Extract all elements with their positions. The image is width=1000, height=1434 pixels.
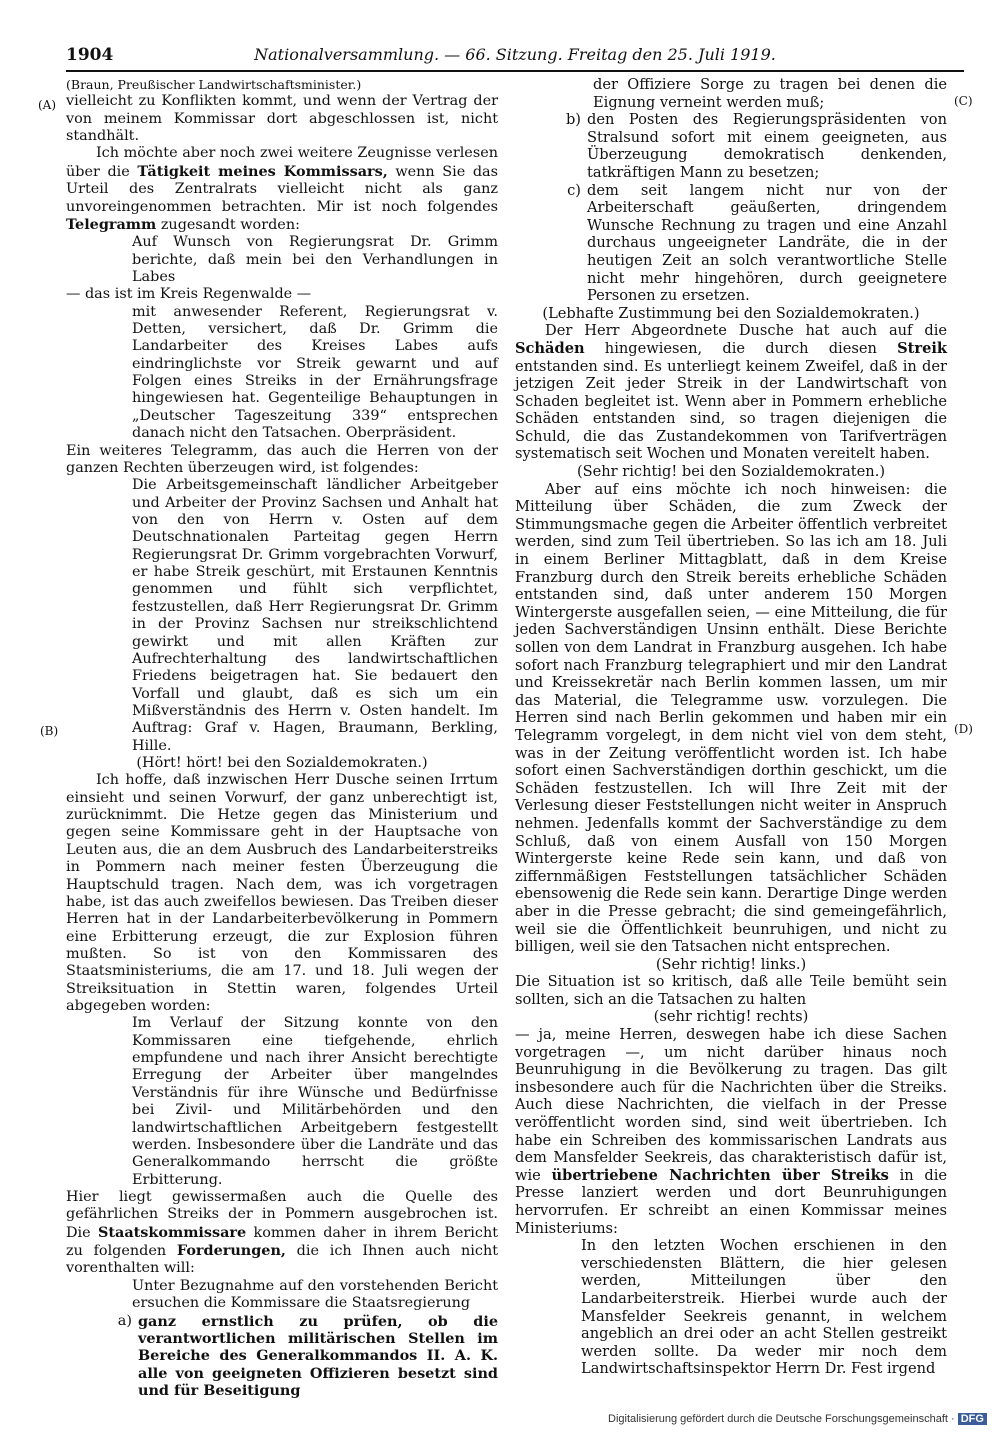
interjection: (Sehr richtig! links.) xyxy=(655,955,807,973)
demand-item: a) ganz ernstlich zu prüfen, ob die verantwortlichen militärischen Stellen im Bereiche des Generalkommandos II. A. K. alle von geeigneten Offizieren besetzt sind und für Beseitigung xyxy=(117,1312,498,1399)
quoted-report: Unter Bezugnahme auf den vorstehenden Bericht ersuchen die Kommissare die Staatsregierung xyxy=(132,1277,498,1312)
emphasis: Staatskommissare xyxy=(97,1223,247,1241)
emphasis: Tätigkeit meines Kommissars, xyxy=(137,162,388,180)
dfg-logo: DFG xyxy=(958,1413,987,1425)
page-header xyxy=(66,42,964,72)
interjection: (Lebhafte Zustimmung bei den Sozialdemokraten.) xyxy=(542,304,920,322)
paragraph: — ja, meine Herren, deswegen habe ich diese Sachen vorgetragen —, um nicht darüber hinaus noch Beunruhigung in die Bevölkerung zu tragen. Das gilt insbesondere auch für die Nachrichten über die Streiks. Auch diese Nachrichten, die vielfach in der Presse veröffentlicht worden sind, sind weit übertrieben. Ich habe ein Schreiben des kommissarischen Landrats aus dem Mansfelder Seekreis, das charakteristisch dafür ist, wie übertriebene Nachrichten über Streiks in die Presse lanziert werden und dort Beunruhigungen hervorrufen. Er schreibt an einen Kommissar meines Ministeriums: xyxy=(515,1026,948,1237)
margin-mark-d: (D) xyxy=(954,722,973,736)
page-number: 1904 xyxy=(66,45,114,65)
margin-mark-a: (A) xyxy=(38,98,57,112)
demand-text: den Posten des Regierungspräsidenten von Stralsund sofort mit einem geeigneten, aus Überzeugung demokratisch denkenden, tatkräftigen Mann zu besetzen; xyxy=(587,111,947,181)
interjection: (Sehr richtig! bei den Sozialdemokraten.) xyxy=(576,463,886,481)
emphasis: Telegramm xyxy=(66,215,157,233)
quoted-letter: In den letzten Wochen erschienen in den verschiedensten Blättern, die hier gelesen werden, Mitteilungen über den Landarbeiterstreik. Hierbei wurde auch der Mansfelder Seekreis genannt, in welchem angeblich an drei oder an acht Stellen gestreikt werden sollte. Da weder mir noch dem Landwirtschaftsinspektor Herrn Dr. Fest irgend xyxy=(581,1237,947,1378)
emphasis: Schäden xyxy=(515,339,585,357)
emphasis: übertriebene Nachrichten über Streiks xyxy=(551,1166,889,1184)
inline-remark: — das ist im Kreis Regenwalde — xyxy=(66,286,312,303)
paragraph: Aber auf eins möchte ich noch hinweisen: die Mitteilung über Schäden, die zum Zweck der Stimmungsmache gegen die Arbeiter öffentlich verbreitet werden, sind zum Teil übertrieben. So las ich am 18. Juli in einem Berliner Mittagblatt, daß in dem Kreise Franzburg durch den Streik bereits erhebliche Schäden entstanden sind, daß unter anderem 150 Morgen Wintergerste ausgefallen seien, — eine Mitteilung, die für jeden Sachverständigen Unsinn enthält. Diese Berichte sollen von dem Landrat in Franzburg ausgehen. Ich habe sofort nach Franzburg telegraphiert und mir den Landrat und Kreissekretär nach Berlin kommen lassen, um mir das Material, die Telegramme usw. vorzulegen. Die Herren sind nach Berlin gekommen und haben mir ein Telegramm vorgelegt, in dem nicht viel von dem steht, was in der Zeitung veröffentlicht worden ist. Ich habe sofort einen Sachverständigen dorthin geschickt, um die Schäden festzustellen. Ich will Ihre Zeit mit der Verlesung dieser Feststellungen nicht weiter in Anspruch nehmen. Jedenfalls kommt der Sachverständige zu dem Schluß, daß von einem Ausfall von 150 Morgen Wintergerste keine Rede sein kann, und daß von ziffernmäßigen Feststellungen tatsächlicher Schäden ebensowenig die Rede sein kann. Derartige Dinge werden aber in die Presse gebracht; die sind gemeingefährlich, weil sie die Öffentlichkeit beunruhigen, und nicht zu billigen, weil sie den Tatsachen nicht entsprechen. xyxy=(515,480,947,956)
demand-continuation: der Offiziere Sorge zu tragen bei denen die Eignung verneint werden muß; xyxy=(593,76,947,111)
interjection: (sehr richtig! rechts) xyxy=(653,1008,809,1026)
demand-item: b) den Posten des Regierungspräsidenten von Stralsund sofort mit einem geeigneten, aus Überzeugung demokratisch denkenden, tatkräftigen Mann zu besetzen; xyxy=(565,111,947,181)
footer-text: Digitalisierung gefördert durch die Deutsche Forschungsgemeinschaft · xyxy=(608,1413,955,1425)
interjection: (Hört! hört! bei den Sozialdemokraten.) xyxy=(136,755,428,772)
emphasis: Forderungen, xyxy=(176,1242,286,1260)
paragraph: Ich hoffe, daß inzwischen Herr Dusche seinen Irrtum einsieht und seinen Vorwurf, der ganz unberechtigt ist, zurücknimmt. Die Hetze gegen das Ministerium und gegen seine Kommissare geht in der Hauptsache von Leuten aus, die an dem Ausbruch des Landarbeiterstreiks in Pommern nach meiner festen Überzeugung die Hauptschuld tragen. Nach dem, was ich vorgetragen habe, ist das auch zweifellos bewiesen. Das Treiben dieser Herren hat in der Landarbeiterbevölkerung in Pommern eine Erbitterung erzeugt, die zur Explosion führen mußten. So ist von den Kommissaren des Staatsministeriums, die am 17. und 18. Juli wegen der Streiksituation in Stettin waren, folgendes Urteil abgegeben worden: xyxy=(66,772,498,1015)
paragraph: Ich möchte aber noch zwei weitere Zeugnisse verlesen über die Tätigkeit meines Kommissars, wenn Sie das Urteil des Zentralrats vielleicht nicht als ganz unvoreingenommen betrachten. Mir ist noch folgendes Telegramm zugesandt worden: xyxy=(66,145,499,233)
paragraph: Ein weiteres Telegramm, das auch die Herren von der ganzen Rechten überzeugen wird, ist folgendes: xyxy=(66,442,498,476)
paragraph: vielleicht zu Konflikten kommt, und wenn der Vertrag der von meinem Kommissar dort abgeschlossen ist, nicht standhält. xyxy=(66,93,498,145)
digitization-footer xyxy=(608,1413,987,1425)
quoted-telegram: mit anwesender Referent, Regierungsrat v. Detten, versichert, daß Dr. Grimm die Landarbeiter des Kreises Labes aufs eindringlichste vor Streik gewarnt und auf Folgen eines Streiks in der Ernährungsfrage hingewiesen hat. Gegenteilige Behauptungen in „Deutscher Tageszeitung 339“ entsprechen danach nicht den Tatsachen. Oberpräsident. xyxy=(132,303,498,442)
paragraph: Der Herr Abgeordnete Dusche hat auch auf die Schäden hingewiesen, die durch diesen Streik entstanden sind. Es unterliegt keinem Zweifel, daß in der jetzigen Zeit jeder Streik in der Landwirtschaft von Schaden begleitet ist. Wenn aber in Pommern erhebliche Schäden entstanden sind, so tragen diejenigen die Schuld, die das Zustandekommen von Tarifverträgen systematisch seit Wochen und Monaten vereitelt haben. xyxy=(515,322,948,463)
right-column xyxy=(515,76,947,1378)
emphasis: Streik xyxy=(897,339,948,357)
left-column xyxy=(66,76,498,1399)
quoted-report: Im Verlauf der Sitzung konnte von den Kommissaren eine tiefgehende, ehrlich empfundene und nach ihrer Ansicht berechtigte Erregung der Arbeiter über mangelndes Verständnis für ihre Wünsche und Bedürfnisse bei Zivil- und Militärbehörden und den landwirtschaftlichen Arbeitgebern festgestellt werden. Insbesondere über die Landräte und das Generalkommando herrscht die größte Erbitterung. xyxy=(132,1015,498,1188)
quoted-telegram: Auf Wunsch von Regierungsrat Dr. Grimm berichte, daß mein bei den Verhandlungen in Labes xyxy=(132,234,498,285)
demand-text: dem seit langem nicht nur von der Arbeiterschaft geäußerten, dringendem Wunsche Rechnung zu tragen und eine Anzahl durchaus ungeeigneter Landräte, die in der heutigen Zeit an solch verantwortliche Stelle nicht mehr hingehören, durch geeignetere Personen zu ersetzen. xyxy=(587,181,947,305)
page-title: Nationalversammlung. — 66. Sitzung. Freitag den 25. Juli 1919. xyxy=(254,45,776,64)
paragraph: Hier liegt gewissermaßen auch die Quelle des gefährlichen Streiks der in Pommern ausgebrochen ist. Die Staatskommissare kommen daher in ihrem Bericht zu folgenden Forderungen, die ich Ihnen auch nicht vorenthalten will: xyxy=(66,1189,499,1277)
demand-text: ganz ernstlich zu prüfen, ob die verantwortlichen militärischen Stellen im Bereiche des Generalkommandos II. A. K. alle von geeigneten Offizieren besetzt sind und für Beseitigung xyxy=(138,1312,498,1399)
paragraph: Die Situation ist so kritisch, daß alle Teile bemüht sein sollten, sich an die Tatsachen zu halten xyxy=(515,973,947,1008)
quoted-telegram: Die Arbeitsgemeinschaft ländlicher Arbeitgeber und Arbeiter der Provinz Sachsen und Anhalt hat von den von Herrn v. Osten auf dem Deutschnationalen Parteitag gegen Herrn Regierungsrat Dr. Grimm vorgebrachten Vorwurf, er habe Streik geschürt, mit Erstaunen Kenntnis genommen und fühlt sich verpflichtet, festzustellen, daß Herr Regierungsrat Dr. Grimm in der Provinz Sachsen nur streikschlichtend gewirkt und mit allen Kräften zur Aufrechterhaltung des landwirtschaftlichen Friedens beigetragen hat. Sie bedauert den Vorfall und glaubt, daß es sich um ein Mißverständnis des Herrn v. Osten handelt. Im Auftrag: Graf v. Hagen, Braumann, Berkling, Hille. xyxy=(132,477,498,754)
margin-mark-c: (C) xyxy=(954,94,973,108)
speaker-label: (Braun, Preußischer Landwirtschaftsminister.) xyxy=(66,77,362,92)
margin-mark-b: (B) xyxy=(40,724,59,738)
demand-item: c) dem seit langem nicht nur von der Arbeiterschaft geäußerten, dringendem Wunsche Rechnung zu tragen und eine Anzahl durchaus ungeeigneter Landräte, die in der heutigen Zeit an solch verantwortliche Stelle nicht mehr hingehören, durch geeignetere Personen zu ersetzen. xyxy=(567,181,947,305)
